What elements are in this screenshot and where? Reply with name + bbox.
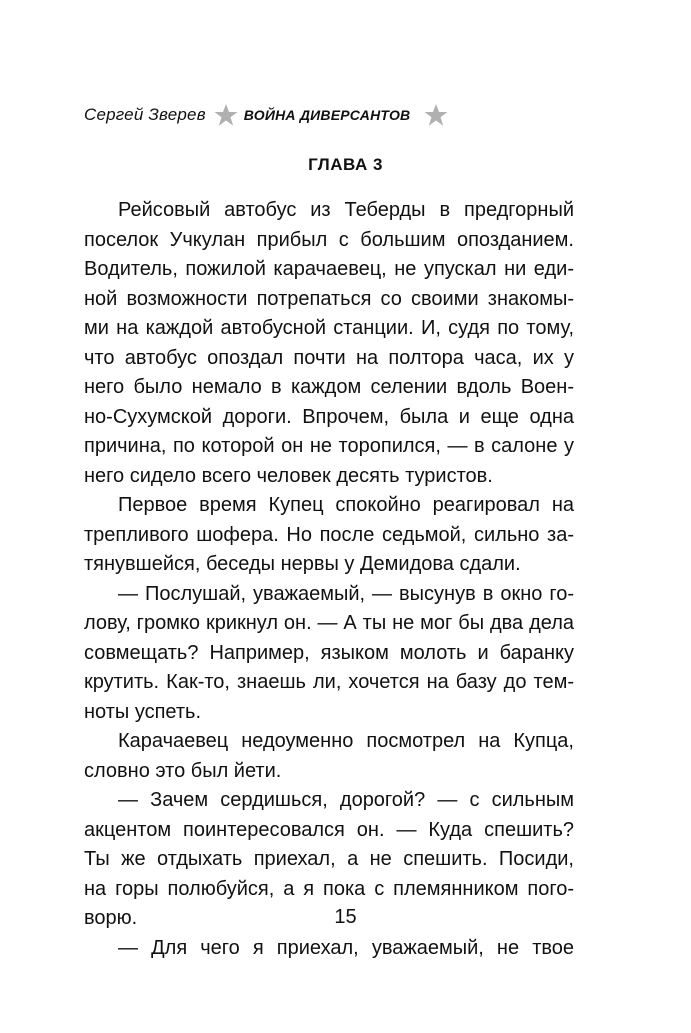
text-line: Водитель, пожилой карачаевец, не упускал ни еди- — [84, 258, 574, 280]
text-line: лову, громко крикнул он. — А ты не мог бы два дела — [84, 612, 574, 634]
text-line: Карачаевец недоуменно посмотрел на Купца, — [118, 730, 574, 752]
text-line: Рейсовый автобус из Теберды в предгорный — [118, 199, 574, 221]
running-head-book-title: ВОЙНА ДИВЕРСАНТОВ — [243, 107, 411, 123]
page-number: 15 — [334, 906, 357, 928]
text-line: ми на каждой автобусной станции. И, судя по тому, — [84, 317, 574, 339]
text-line: совмещать? Например, языком молоть и баранку — [84, 641, 574, 664]
text-line: словно это был йети. — [84, 759, 282, 782]
text-line: тянувшейся, беседы нервы у Демидова сдали. — [84, 553, 521, 575]
text-line: него сидело всего человек десять туристов. — [84, 464, 493, 487]
chapter-heading: ГЛАВА 3 — [308, 155, 383, 174]
running-head — [84, 100, 448, 130]
text-line: акцентом поинтересовался он. — Куда спешить? — [84, 818, 574, 841]
text-line: ной возможности потрепаться со своими знакомы- — [84, 287, 574, 310]
text-line: крутить. Как-то, знаешь ли, хочется на базу до тем- — [84, 671, 574, 693]
text-line: ворю. — [84, 907, 138, 929]
star-icon — [424, 103, 448, 127]
text-line: но-Сухумской дороги. Впрочем, была и еще одна — [84, 405, 574, 428]
text-line: трепливого шофера. Но после седьмой, сильно за- — [84, 523, 574, 546]
text-line: ноты успеть. — [84, 700, 202, 723]
text-line: причина, по которой он не торопился, — в салоне у — [84, 435, 574, 457]
text-line: Первое время Купец спокойно реагировал на — [118, 494, 574, 516]
running-head-author: Сергей Зверев — [84, 105, 206, 124]
star-icon — [214, 103, 238, 127]
text-line: — Послушай, уважаемый, — высунув в окно го- — [118, 582, 574, 605]
text-line: на горы полюбуйся, а я пока с племянником пого- — [84, 877, 574, 900]
text-line: что автобус опоздал почти на полтора часа, их у — [84, 346, 574, 369]
text-line: поселок Учкулан прибыл с большим опозданием. — [84, 228, 574, 251]
text-line: — Для чего я приехал, уважаемый, не твое — [118, 936, 574, 959]
text-line: него было немало в каждом селении вдоль Воен- — [84, 376, 574, 398]
body-text — [84, 196, 574, 963]
text-line: Ты же отдыхать приехал, а не спешить. Посиди, — [84, 848, 574, 870]
text-line: — Зачем сердишься, дорогой? — с сильным — [118, 789, 574, 811]
